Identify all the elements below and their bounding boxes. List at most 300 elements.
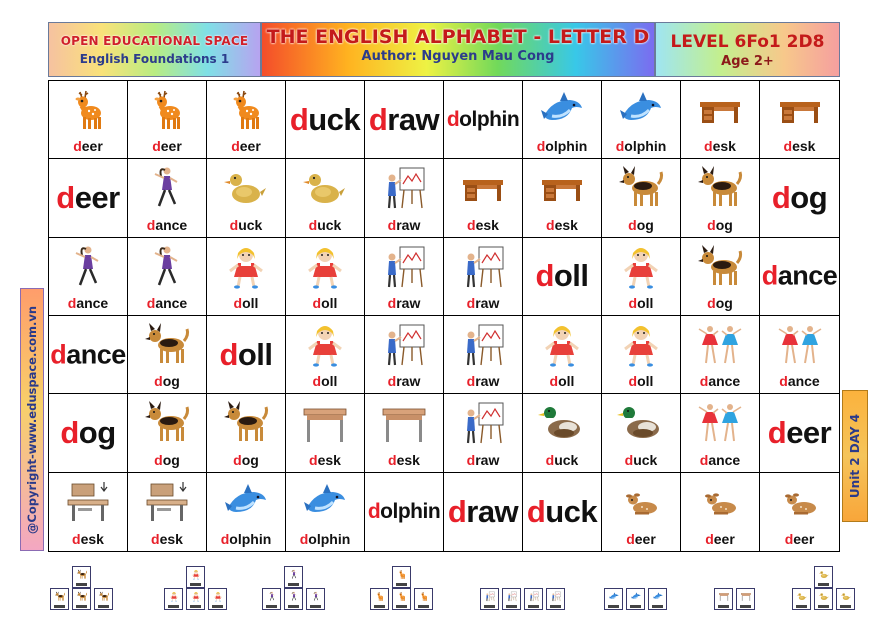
initial-letter: d <box>767 414 787 450</box>
word-rest: uck <box>554 451 579 468</box>
initial-letter: d <box>466 373 476 390</box>
initial-letter: d <box>387 216 397 233</box>
word-rest: olphin <box>308 531 351 547</box>
initial-letter: d <box>526 493 546 529</box>
word-label <box>681 531 759 547</box>
word-label <box>681 217 759 233</box>
thumbnail-card <box>792 588 811 610</box>
flashcard-cell <box>602 394 681 472</box>
deer-icon <box>373 591 387 602</box>
thumbnail-card <box>480 588 499 610</box>
dolphin-icon <box>523 85 601 135</box>
flashcard-cell <box>681 81 760 159</box>
doll-icon <box>167 591 181 602</box>
flashcard-cell <box>365 159 444 237</box>
word-rest: raw <box>475 295 500 311</box>
flashcard-cell <box>207 473 286 551</box>
initial-letter: d <box>312 295 322 311</box>
word-rest: og <box>241 451 259 468</box>
flashcard-cell <box>760 81 839 159</box>
word-rest: ance <box>66 339 126 370</box>
initial-letter: d <box>146 295 156 311</box>
initial-letter: d <box>309 451 318 468</box>
initial-letter: d <box>626 531 635 547</box>
dog-icon <box>128 320 206 370</box>
word-rest: esk <box>317 451 341 468</box>
thumbnail-card <box>836 588 855 610</box>
thumbnail-card <box>50 588 69 610</box>
duck-icon <box>839 591 853 602</box>
thumbnail-card <box>546 588 565 610</box>
word-rest: eer <box>81 138 103 155</box>
thumbnail-card <box>604 588 623 610</box>
dog-icon <box>681 163 759 213</box>
word-label <box>444 452 522 468</box>
flashcard-cell <box>602 81 681 159</box>
word-label <box>760 138 839 154</box>
flashcard-cell <box>286 81 365 159</box>
dog-icon <box>75 569 89 580</box>
draw-icon <box>549 591 563 602</box>
word-rest: esk <box>396 451 420 468</box>
flashcard-cell <box>681 159 760 237</box>
initial-letter: d <box>707 295 716 311</box>
word-label <box>128 531 206 547</box>
fawn-icon <box>760 477 839 527</box>
organization-name: OPEN EDUCATIONAL SPACE <box>60 34 249 48</box>
flashcard-cell <box>207 159 286 237</box>
flashcard-cell <box>128 81 207 159</box>
flashcard-cell <box>207 316 286 394</box>
thumbnail-card <box>392 566 411 588</box>
word-label <box>444 373 522 389</box>
word-label <box>602 138 680 154</box>
flashcard-cell <box>444 394 523 472</box>
word-rest: uck <box>545 493 598 529</box>
doll-icon <box>189 591 203 602</box>
word-rest: og <box>715 295 733 311</box>
desk-icon <box>523 163 601 213</box>
word-rest: ance <box>708 451 741 468</box>
word-label <box>602 217 680 233</box>
initial-letter: d <box>783 138 793 155</box>
duck-icon <box>817 569 831 580</box>
word-rest: eer <box>239 138 261 155</box>
word-label <box>286 531 364 547</box>
word-label <box>602 373 680 389</box>
flashcard-cell <box>444 473 523 551</box>
flashcard-cell <box>365 316 444 394</box>
word-rest: esk <box>712 138 736 155</box>
thumbnail-card <box>626 588 645 610</box>
initial-letter: d <box>387 373 397 390</box>
word-label <box>681 295 759 311</box>
dolphin-icon <box>602 85 680 135</box>
dancer-icon <box>49 242 127 292</box>
initial-letter: d <box>447 493 467 529</box>
word-label <box>128 452 206 468</box>
desk-icon <box>760 85 839 135</box>
initial-letter: d <box>152 138 161 155</box>
word-label <box>207 531 285 547</box>
deer-icon <box>417 591 431 602</box>
word-rest: olphin <box>380 499 441 523</box>
flashcard-cell <box>602 159 681 237</box>
word-rest: oll <box>553 258 589 294</box>
word-label <box>365 452 443 468</box>
word-rest: esk <box>792 138 816 155</box>
big-word <box>523 494 601 530</box>
word-label <box>444 217 522 233</box>
flashcard-cell <box>207 81 286 159</box>
word-label <box>286 295 364 311</box>
word-rest: raw <box>475 373 500 390</box>
word-rest: ance <box>708 373 741 390</box>
big-word <box>49 339 127 370</box>
word-label <box>523 138 601 154</box>
initial-letter: d <box>299 531 309 547</box>
flashcard-cell <box>523 473 602 551</box>
deer-icon <box>395 569 409 580</box>
initial-letter: d <box>779 373 788 390</box>
header-title-box <box>261 22 655 77</box>
deer-icon <box>395 591 409 602</box>
initial-letter: d <box>233 451 242 468</box>
flashcard-cell <box>49 81 128 159</box>
word-rest: og <box>162 451 180 468</box>
initial-letter: d <box>60 414 79 450</box>
big-word <box>49 415 127 451</box>
initial-letter: d <box>761 260 778 291</box>
dolphin-icon <box>629 591 643 602</box>
mallard-duck-icon <box>602 398 680 448</box>
initial-letter: d <box>387 295 397 311</box>
word-label <box>602 295 680 311</box>
flashcard-cell <box>523 316 602 394</box>
flashcard-cell <box>286 238 365 316</box>
word-rest: olphin <box>459 107 520 131</box>
copyright-banner <box>20 288 44 551</box>
initial-letter: d <box>699 373 709 390</box>
initial-letter: d <box>50 339 67 370</box>
initial-letter: d <box>72 531 81 547</box>
initial-letter: d <box>219 336 238 372</box>
draw-icon <box>444 320 522 370</box>
dancers-icon <box>760 320 839 370</box>
word-label <box>128 373 206 389</box>
flashcard-cell <box>365 238 444 316</box>
word-label <box>681 138 759 154</box>
word-rest: eer <box>160 138 182 155</box>
initial-letter: d <box>312 373 322 390</box>
flashcard-cell <box>128 394 207 472</box>
thumbnail-card <box>814 588 833 610</box>
dolphin-icon <box>607 591 621 602</box>
draw-icon <box>365 320 443 370</box>
word-rest: uck <box>317 216 342 233</box>
table-desk-icon <box>739 591 753 602</box>
doll-icon <box>207 242 285 292</box>
word-label <box>207 138 285 154</box>
big-word <box>760 261 839 292</box>
word-rest: ance <box>155 295 188 311</box>
dancers-icon <box>681 320 759 370</box>
word-label <box>49 531 127 547</box>
word-label <box>286 452 364 468</box>
initial-letter: d <box>231 138 240 155</box>
thumbnail-card <box>814 566 833 588</box>
page-title: THE ENGLISH ALPHABET - LETTER D <box>266 26 650 48</box>
word-rest: raw <box>396 216 421 233</box>
initial-letter: d <box>699 451 709 468</box>
word-rest: ance <box>777 260 838 291</box>
initial-letter: d <box>704 138 713 155</box>
thumbnail-card <box>392 588 411 610</box>
word-rest: raw <box>466 493 519 529</box>
flashcard-cell <box>602 473 681 551</box>
fawn-icon <box>681 477 759 527</box>
flashcard-cell <box>444 159 523 237</box>
word-label <box>523 373 601 389</box>
thumbnail-card <box>72 566 91 588</box>
initial-letter: d <box>56 179 75 215</box>
thumbnail-card <box>186 588 205 610</box>
thumbnail-card <box>736 588 755 610</box>
table-desk-icon <box>286 398 364 448</box>
dancer-icon <box>287 591 301 602</box>
initial-letter: d <box>289 101 309 137</box>
dolphin-icon <box>651 591 665 602</box>
flashcard-cell <box>523 238 602 316</box>
draw-icon <box>483 591 497 602</box>
flashcard-cell <box>444 238 523 316</box>
doll-icon <box>286 320 364 370</box>
initial-letter: d <box>546 216 555 233</box>
flashcard-cell <box>365 394 444 472</box>
word-label <box>602 452 680 468</box>
draw-icon <box>365 163 443 213</box>
initial-letter: d <box>67 295 77 311</box>
flashcard-cell <box>523 159 602 237</box>
word-rest: oll <box>558 373 575 390</box>
deer-icon <box>128 85 206 135</box>
word-rest: eer <box>793 531 815 547</box>
duck-icon <box>286 163 364 213</box>
word-label <box>365 295 443 311</box>
word-rest: eer <box>786 414 832 450</box>
word-rest: olphin <box>624 138 667 155</box>
flashcard-cell <box>444 316 523 394</box>
word-label <box>365 373 443 389</box>
initial-letter: d <box>535 258 554 294</box>
word-label <box>602 531 680 547</box>
word-rest: esk <box>159 531 183 547</box>
flashcard-thumbnails <box>0 560 895 632</box>
flashcard-cell <box>49 394 128 472</box>
word-rest: oll <box>237 336 273 372</box>
word-rest: og <box>78 414 116 450</box>
word-rest: eer <box>634 531 656 547</box>
thumbnail-card <box>306 588 325 610</box>
initial-letter: d <box>229 216 239 233</box>
thumbnail-card <box>72 588 91 610</box>
doll-icon <box>286 242 364 292</box>
flashcard-cell <box>681 473 760 551</box>
flashcard-cell <box>49 159 128 237</box>
dog-icon <box>128 398 206 448</box>
thumbnail-card <box>94 588 113 610</box>
word-rest: oll <box>242 295 259 311</box>
draw-icon <box>527 591 541 602</box>
flashcard-cell <box>128 316 207 394</box>
word-rest: raw <box>475 451 500 468</box>
thumbnail-card <box>648 588 667 610</box>
flashcard-grid <box>48 80 840 552</box>
flashcard-cell <box>681 394 760 472</box>
doll-icon <box>189 569 203 580</box>
initial-letter: d <box>784 531 794 547</box>
draw-icon <box>505 591 519 602</box>
flashcard-cell <box>286 394 365 472</box>
word-rest: uck <box>308 101 361 137</box>
initial-letter: d <box>151 531 160 547</box>
word-label <box>444 295 522 311</box>
big-word <box>760 415 839 451</box>
word-label <box>128 295 206 311</box>
initial-letter: d <box>233 295 243 311</box>
thumbnail-card <box>714 588 733 610</box>
word-label <box>760 531 839 547</box>
initial-letter: d <box>308 216 318 233</box>
thumbnail-card <box>164 588 183 610</box>
initial-letter: d <box>771 179 791 215</box>
word-rest: og <box>715 216 733 233</box>
word-label <box>681 452 759 468</box>
big-word <box>207 337 285 373</box>
flashcard-cell <box>523 394 602 472</box>
dolphin-icon <box>207 477 285 527</box>
course-name: English Foundations 1 <box>79 52 230 66</box>
initial-letter: d <box>628 295 638 311</box>
flashcard-cell <box>128 159 207 237</box>
dancer-icon <box>287 569 301 580</box>
big-word <box>365 500 443 524</box>
thumbnail-card <box>524 588 543 610</box>
initial-letter: d <box>624 451 634 468</box>
doll-icon <box>211 591 225 602</box>
dog-icon <box>53 591 67 602</box>
word-label <box>49 138 127 154</box>
initial-letter: d <box>549 373 559 390</box>
word-rest: olphin <box>229 531 272 547</box>
word-rest: raw <box>396 295 421 311</box>
doll-icon <box>602 320 680 370</box>
thumbnail-card <box>186 566 205 588</box>
header-level-box <box>655 22 840 77</box>
initial-letter: d <box>368 101 388 137</box>
thumbnail-card <box>370 588 389 610</box>
flashcard-cell <box>207 394 286 472</box>
initial-letter: d <box>628 373 638 390</box>
flashcard-cell <box>523 81 602 159</box>
doll-icon <box>602 242 680 292</box>
initial-letter: d <box>466 295 476 311</box>
desk-icon <box>444 163 522 213</box>
table-desk-icon <box>365 398 443 448</box>
header-course-box <box>48 22 261 77</box>
dancers-icon <box>681 398 759 448</box>
thumbnail-card <box>502 588 521 610</box>
unit-day-text: Unit 2 DAY 4 <box>848 413 862 499</box>
flashcard-cell <box>128 473 207 551</box>
flashcard-cell <box>602 238 681 316</box>
draw-icon <box>444 398 522 448</box>
copyright-text: @Copyright-www.eduspace.com.vn <box>25 305 39 534</box>
age-label: Age 2+ <box>721 54 774 69</box>
thumbnail-card <box>284 588 303 610</box>
initial-letter: d <box>154 373 163 390</box>
flashcard-cell <box>365 473 444 551</box>
thumbnail-card <box>208 588 227 610</box>
draw-icon <box>365 242 443 292</box>
big-word <box>523 258 601 294</box>
initial-letter: d <box>705 531 714 547</box>
flashcard-cell <box>602 316 681 394</box>
mallard-duck-icon <box>523 398 601 448</box>
word-rest: uck <box>238 216 263 233</box>
word-label <box>523 452 601 468</box>
word-rest: esk <box>554 216 578 233</box>
word-rest: esk <box>475 216 499 233</box>
word-label <box>365 217 443 233</box>
big-word <box>444 494 522 530</box>
fawn-icon <box>602 477 680 527</box>
duck-icon <box>207 163 285 213</box>
duck-icon <box>817 591 831 602</box>
initial-letter: d <box>615 138 625 155</box>
thumbnail-card <box>414 588 433 610</box>
flashcard-cell <box>207 238 286 316</box>
initial-letter: d <box>146 216 156 233</box>
initial-letter: d <box>707 216 716 233</box>
flashcard-cell <box>760 473 839 551</box>
dog-icon <box>602 163 680 213</box>
initial-letter: d <box>466 451 476 468</box>
word-rest: ance <box>76 295 109 311</box>
initial-letter: d <box>220 531 230 547</box>
flashcard-cell <box>760 316 839 394</box>
duck-icon <box>795 591 809 602</box>
word-label <box>286 217 364 233</box>
word-label <box>128 138 206 154</box>
flashcard-cell <box>286 473 365 551</box>
thumbnail-card <box>284 566 303 588</box>
initial-letter: d <box>154 451 163 468</box>
big-word <box>365 102 443 138</box>
author-line: Author: Nguyen Mau Cong <box>361 49 555 64</box>
flashcard-cell <box>286 316 365 394</box>
initial-letter: d <box>446 107 460 131</box>
flashcard-cell <box>286 159 365 237</box>
dolphin-icon <box>286 477 364 527</box>
big-word <box>49 180 127 216</box>
dancer-icon <box>309 591 323 602</box>
table-desk-icon <box>717 591 731 602</box>
initial-letter: d <box>628 216 637 233</box>
word-label <box>128 217 206 233</box>
big-word <box>760 180 839 216</box>
word-rest: og <box>162 373 180 390</box>
